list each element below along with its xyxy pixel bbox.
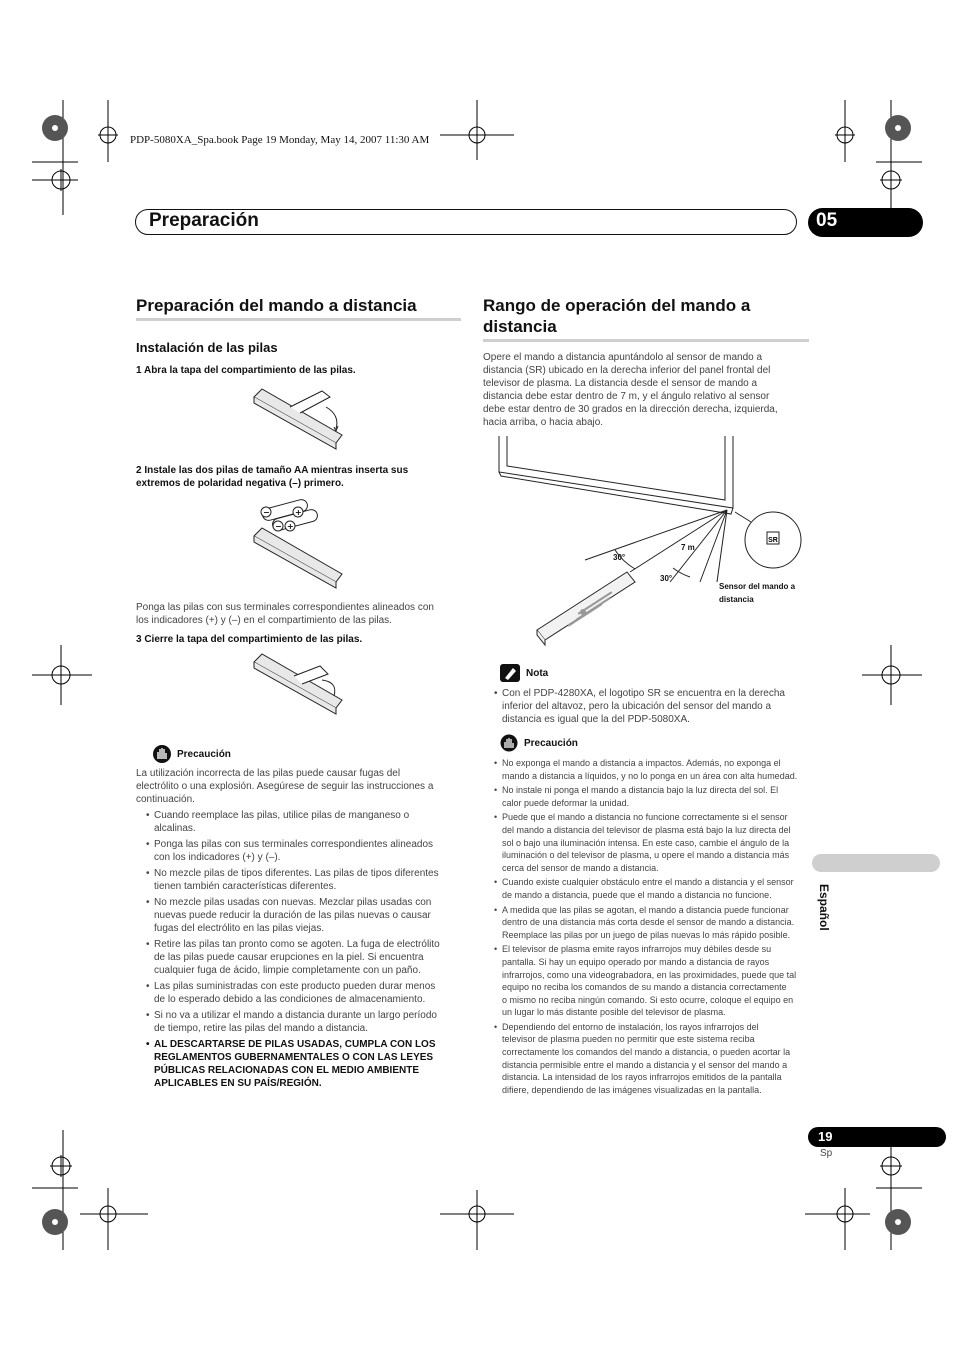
list-item: • No exponga el mando a distancia a impactos. Además, no exponga el mando a distancia a líquidos, y no lo ponga en un área con alta humedad. <box>494 758 798 781</box>
caution-hand-icon <box>152 744 172 764</box>
list-item: • Si no va a utilizar el mando a distancia durante un largo período de tiempo, retire las pilas del mando a distancia. <box>146 1010 437 1034</box>
list-item: • Cuando existe cualquier obstáculo entre el mando a distancia y el sensor de mando a distancia, puede que el mando a distancia no funcione. <box>494 877 794 900</box>
list-item: • No instale ni ponga el mando a distancia bajo la luz directa del sol. El calor puede deformar la unidad. <box>494 785 779 808</box>
angle-label-2: 30° <box>660 574 673 583</box>
angle-label-1: 30° <box>613 553 626 562</box>
list-item: • No mezcle pilas de tipos diferentes. Las pilas de tipos diferentes tienen también características diferentes. <box>146 868 439 892</box>
list-item: • El televisor de plasma emite rayos infrarrojos muy débiles desde su pantalla. Si hay un equipo operado por mando a distancia de rayos infrarrojos, como una videograbadora, en las proximidades, puede que tal equipo no reciba los comandos de su mando a distancia correctamente o mismo no reciba ningún comando. Si esto ocurre, coloque el equipo en un lugar lo más distante posible del televisor de plasma. <box>494 944 797 1018</box>
intro-line: distancia debe estar dentro de 7 m, y el ángulo relativo al sensor <box>483 391 770 402</box>
sr-logo: SR <box>768 537 778 544</box>
list-item: • No mezcle pilas usadas con nuevas. Mezclar pilas usadas con nuevas puede reducir la duración de las pilas nuevas o causar fugas del electrólito en las pilas viejas. <box>146 897 432 934</box>
caution-intro <box>136 767 466 806</box>
svg-text:−: − <box>263 508 270 517</box>
section-title: Preparación del mando a distancia <box>136 296 417 315</box>
remote-batteries-illustration <box>250 498 350 594</box>
list-item: • Con el PDP-4280XA, el logotipo SR se encuentra en la derecha inferior del altavoz, pero la ubicación del sensor del mando a distancia es igual que la del PDP-5080XA. <box>494 688 785 725</box>
sensor-label-line-2: distancia <box>719 595 754 604</box>
chapter-number: 05 <box>816 210 838 231</box>
page-language-code: Sp <box>820 1148 833 1159</box>
caution-intro-line-3: continuación. <box>136 794 195 805</box>
language-side-tab <box>812 854 940 872</box>
range-intro <box>483 351 813 429</box>
list-item-warning: • AL DESCARTARSE DE PILAS USADAS, CUMPLA CON LOS REGLAMENTOS GUBERNAMENTALES O CON LAS LEYES PÚBLICAS RELACIONADAS CON EL MEDIO AMBIENTE APLICABLES EN SU PAÍS/REGIÓN. <box>146 1039 436 1089</box>
battery-alignment-note <box>136 601 434 627</box>
left-section-heading <box>136 295 461 316</box>
caution-label: Precaución <box>524 738 578 749</box>
intro-line: distancia (SR) ubicado en la derecha inferior del panel frontal del <box>483 365 771 376</box>
remote-range-diagram <box>495 432 815 647</box>
remote-open-cover-illustration <box>250 385 350 457</box>
language-label-vertical <box>814 880 834 940</box>
subsection-title <box>136 340 278 355</box>
list-item: • Ponga las pilas con sus terminales correspondientes alineados con los indicadores (+) y (–). <box>146 839 434 863</box>
right-caution-list <box>494 757 814 1096</box>
step-1: 1 Abra la tapa del compartimiento de las pilas. <box>136 365 356 376</box>
intro-line: televisor de plasma. La distancia desde el sensor de mando a <box>483 378 758 389</box>
note-label: Nota <box>526 668 549 679</box>
intro-line: Opere el mando a distancia apuntándolo al sensor de mando a <box>483 352 763 363</box>
step-2 <box>136 464 408 490</box>
battery-note-line-1: Ponga las pilas con sus terminales correspondientes alineados con <box>136 602 434 613</box>
step-2-line-2: extremos de polaridad negativa (–) primero. <box>136 478 344 489</box>
svg-text:+: + <box>295 508 302 517</box>
list-item: • Dependiendo del entorno de instalación, los rayos infrarrojos del televisor de plasma pueden no permitir que este sistema reciba correctamente los comandos del mando a distancia, o pueden acortar la distancia permisible entre el mando a distancia y el sensor del mando a distancia. La intensidad de los rayos infrarrojos emitidos de la pantalla difiere, dependiendo de las imágenes visualizadas en la pantalla. <box>494 1021 791 1095</box>
intro-line: debe estar dentro de 30 grados en la dirección derecha, izquierda, <box>483 404 778 415</box>
list-item: • A medida que las pilas se agotan, el mando a distancia puede funcionar dentro de una distancia más corta desde el sensor de mando a distancia. Reemplace las pilas por un juego de pilas nuevas lo más rápido posible. <box>494 904 795 940</box>
svg-text:−: − <box>275 522 282 531</box>
caution-label: Precaución <box>177 749 231 760</box>
step-3: 3 Cierre la tapa del compartimiento de las pilas. <box>136 634 363 645</box>
sensor-label-line-1: Sensor del mando a <box>719 582 796 591</box>
remote-close-cover-illustration <box>250 650 350 722</box>
print-info-line: PDP-5080XA_Spa.book Page 19 Monday, May 14, 2007 11:30 AM <box>130 134 430 146</box>
list-item: • Cuando reemplace las pilas, utilice pilas de manganeso o alcalinas. <box>146 810 410 834</box>
subsection-title-text: Instalación de las pilas <box>136 340 278 355</box>
list-item: • Puede que el mando a distancia no funcione correctamente si el sensor del mando a distancia del televisor de plasma está bajo la luz directa del sol o bajo una iluminación intensa. En este caso, cambie el ángulo de la iluminación o del televisor de plasma, u opere el mando a distancia más cerca del sensor de mando a distancia. <box>494 812 791 873</box>
caution-intro-line-1: La utilización incorrecta de las pilas puede causar fugas del <box>136 768 401 779</box>
list-item: • Las pilas suministradas con este producto pueden durar menos de lo esperado debido a las condiciones de almacenamiento. <box>146 981 436 1005</box>
intro-line: hacia arriba, o hacia abajo. <box>483 417 604 428</box>
section-rule <box>483 339 809 342</box>
section-title-line-1: Rango de operación del mando a <box>483 296 751 315</box>
battery-note-line-2: los indicadores (+) y (–) en el compartimiento de las pilas. <box>136 615 392 626</box>
distance-label: 7 m <box>681 543 695 552</box>
svg-text:+: + <box>287 522 294 531</box>
right-section-heading <box>483 295 809 337</box>
page-number: 19 <box>818 1129 833 1144</box>
section-rule <box>136 318 461 321</box>
caution-intro-line-2: electrólito o una explosión. Asegúrese de seguir las instrucciones a <box>136 781 434 792</box>
section-title-line-2: distancia <box>483 317 557 336</box>
caution-hand-icon <box>500 734 518 752</box>
chapter-title: Preparación <box>149 210 259 231</box>
note-list <box>494 687 812 726</box>
step-2-line-1: 2 Instale las dos pilas de tamaño AA mientras inserta sus <box>136 465 409 476</box>
caution-bullet-list <box>146 809 464 1090</box>
note-pencil-icon <box>500 664 520 682</box>
list-item: • Retire las pilas tan pronto como se agoten. La fuga de electrólito de las pilas puede causar erupciones en la piel. Si encuentra cualquier fuga de ácido, limpie completamente con un paño. <box>146 939 440 976</box>
language-label: Español <box>817 884 831 931</box>
